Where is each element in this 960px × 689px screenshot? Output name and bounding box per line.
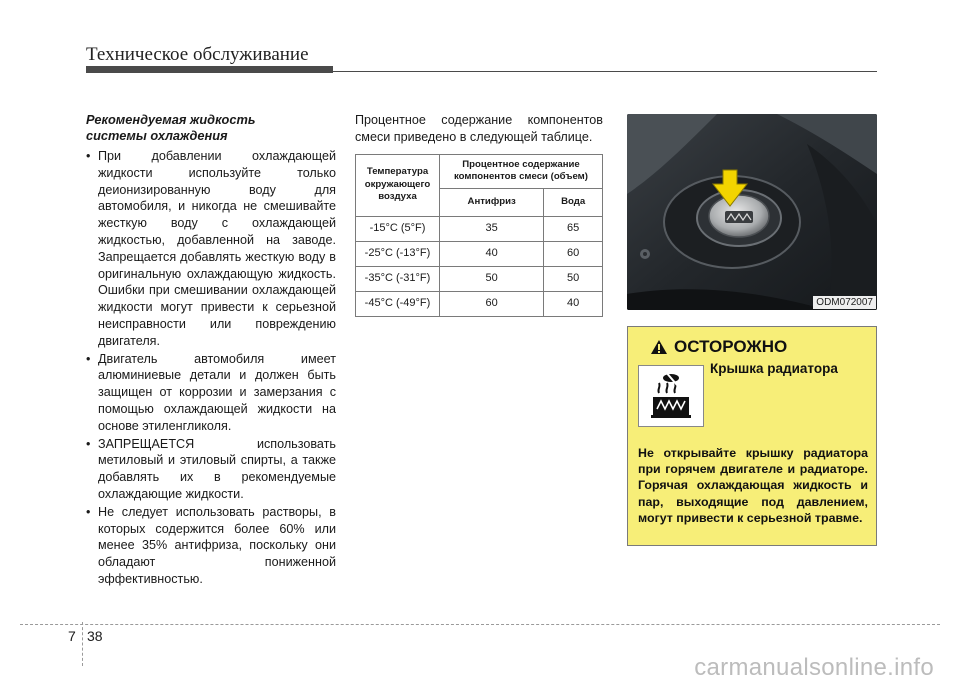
- footer-separator: [82, 622, 83, 666]
- watermark-text: carmanualsonline.info: [694, 654, 934, 681]
- cell-antifreeze: 40: [440, 241, 544, 266]
- table-row: [356, 291, 603, 316]
- coolant-bullet-list: [86, 148, 336, 588]
- warning-triangle-icon: [650, 339, 668, 355]
- middle-column: [355, 112, 603, 317]
- coolant-heading-line1: Рекомендуемая жидкость: [86, 112, 256, 127]
- coolant-mixture-table: [355, 154, 603, 317]
- cell-water: 60: [544, 241, 603, 266]
- table-header-temperature: Температура окружающего воздуха: [356, 154, 440, 216]
- bullet-item: • Двигатель автомобиля имеет алюминиевые детали и должен быть защищен от коррозии и замерзания с помощью охлаждающей жидкости на основе этиленгликоля.: [86, 351, 336, 435]
- section-number: 7: [68, 628, 76, 644]
- cell-water: 65: [544, 216, 603, 241]
- cell-antifreeze: 35: [440, 216, 544, 241]
- coolant-heading-line2: системы охлаждения: [86, 128, 228, 143]
- hot-radiator-icon: [643, 369, 699, 423]
- radiator-cap-illustration: [627, 114, 877, 310]
- warning-header: [650, 337, 787, 357]
- warning-box: [627, 326, 877, 546]
- table-header-percent: Процентное содержание компонентов смеси (объем): [440, 154, 603, 188]
- table-row: [356, 216, 603, 241]
- header-rule-thick: [86, 66, 333, 73]
- photo-code: ODM072007: [813, 296, 876, 309]
- cell-water: 40: [544, 291, 603, 316]
- bullet-item: • При добавлении охлаждающей жидкости используйте только деионизированную воду для автомобиля, и никогда не смешивайте жесткую воду с охлаждающей жидкостью, добавленной на заводе. Запрещается добавлять жесткую воду в оригинальную охлаждающую жидкость. Ошибки при смешивании охлаждающей жидкости могут привести к серьезной неисправности или повреждению двигателя.: [86, 148, 336, 350]
- table-row: [356, 241, 603, 266]
- page-number: 38: [87, 628, 103, 644]
- table-header-antifreeze: Антифриз: [440, 188, 544, 216]
- warning-subtitle: Крышка радиатора: [710, 361, 838, 376]
- cell-temperature: -45°C (-49°F): [356, 291, 440, 316]
- header-rule-thin: [333, 71, 877, 72]
- table-row: [356, 266, 603, 291]
- radiator-hot-icon: [638, 365, 704, 427]
- cell-water: 50: [544, 266, 603, 291]
- footer-dashed-line: [20, 624, 940, 625]
- table-header-water: Вода: [544, 188, 603, 216]
- cell-temperature: -35°C (-31°F): [356, 266, 440, 291]
- bullet-item: • ЗАПРЕЩАЕТСЯ использовать метиловый и этиловый спирты, а также добавлять их в рекомендуемые охлаждающие жидкости.: [86, 436, 336, 503]
- cell-temperature: -15°C (5°F): [356, 216, 440, 241]
- page-header-title: Техническое обслуживание: [86, 44, 309, 65]
- radiator-cap-photo: [627, 114, 877, 310]
- warning-text: Не открывайте крышку радиатора при горячем двигателе и радиаторе. Горячая охлаждающая жидкость и пар, выходящие под давлением, могут привести к серьезной травме.: [638, 446, 868, 525]
- cell-antifreeze: 60: [440, 291, 544, 316]
- cell-antifreeze: 50: [440, 266, 544, 291]
- left-column: [86, 112, 336, 589]
- cell-temperature: -25°C (-13°F): [356, 241, 440, 266]
- warning-title: ОСТОРОЖНО: [674, 337, 788, 356]
- coolant-heading: [86, 112, 336, 144]
- mixture-intro: Процентное содержание компонентов смеси приведено в следующей таблице.: [355, 113, 603, 144]
- bullet-item: • Не следует использовать растворы, в которых содержится более 60% или менее 35% антифриза, поскольку они обладают пониженной эффективностью.: [86, 504, 336, 588]
